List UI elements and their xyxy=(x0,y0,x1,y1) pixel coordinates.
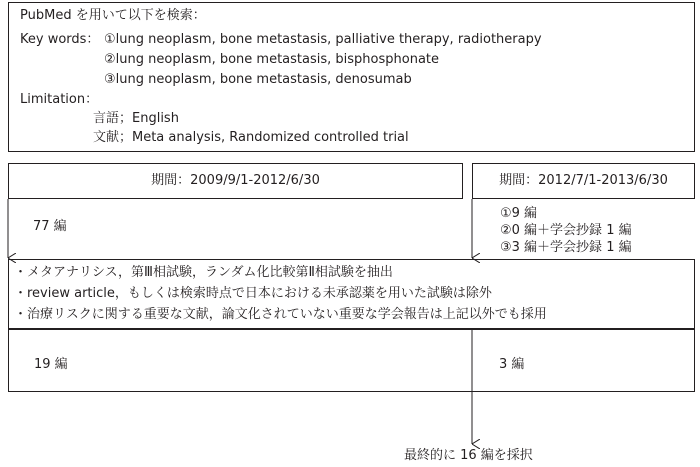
keywords-label: Key words： xyxy=(20,32,100,47)
final-result: 最終的に 16 編を採択 xyxy=(404,448,533,463)
limitation-language: 言語；English xyxy=(93,111,179,126)
right-count-3: ③3 編＋学会抄録 1 編 xyxy=(500,240,632,255)
right-count-1: ①9 編 xyxy=(500,206,538,221)
limitation-literature: 文献；Meta analysis, Randomized controlled trial xyxy=(93,130,409,145)
right-count-2: ②0 編＋学会抄録 1 編 xyxy=(500,223,632,238)
keyword-1: ①lung neoplasm, bone metastasis, palliative therapy, radiotherapy xyxy=(104,32,542,47)
search-intro: PubMed を用いて以下を検索： xyxy=(20,8,206,23)
limitation-label: Limitation： xyxy=(20,92,99,107)
criterion-3: ・治療リスクに関する重要な文献，論文化されていない重要な学会報告は上記以外でも採用 xyxy=(14,307,547,322)
selected-left: 19 編 xyxy=(34,357,68,372)
left-count: 77 編 xyxy=(33,219,67,234)
period-right-label: 期間：2012/7/1-2013/6/30 xyxy=(499,173,668,188)
period-left-label: 期間：2009/9/1-2012/6/30 xyxy=(151,173,320,188)
selected-right: 3 編 xyxy=(499,357,525,372)
criterion-1: ・メタアナリシス，第Ⅲ相試験，ランダム化比較第Ⅱ相試験を抽出 xyxy=(14,265,393,280)
criterion-2: ・review article，もしくは検索時点で日本における未承認薬を用いた試験は除外 xyxy=(14,286,492,301)
keyword-3: ③lung neoplasm, bone metastasis, denosumab xyxy=(104,72,412,87)
keyword-2: ②lung neoplasm, bone metastasis, bisphosphonate xyxy=(104,52,440,67)
